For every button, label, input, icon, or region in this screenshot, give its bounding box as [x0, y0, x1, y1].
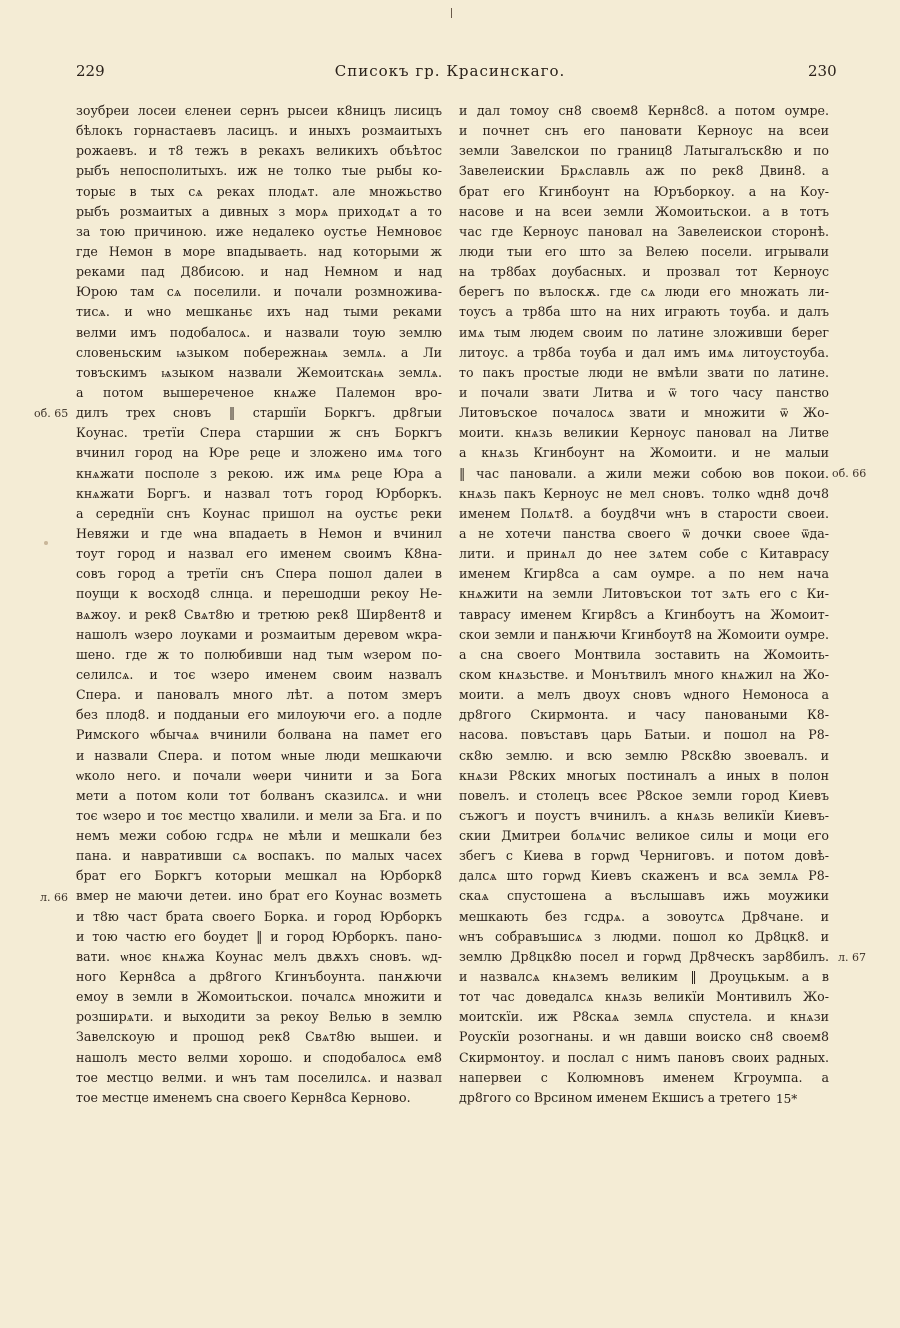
- text-line: землю Др8цк8ю посел и горѡд Др8ческъ зар8билъ.: [459, 948, 829, 964]
- text-line: совъ город а третїи снъ Спера пошол далеи в: [76, 566, 442, 582]
- text-line: скии Дмитреи болѧчис великое силы и моци его: [459, 828, 829, 844]
- text-line: тое местцо велми. и ѡнъ там поселилсѧ. и назвал: [76, 1069, 442, 1085]
- text-line: кнѧзи Р8ских многых постиналъ а иных в полон: [459, 767, 829, 783]
- text-line: то пакъ простые люди не вмѣли звати по латине.: [459, 364, 829, 380]
- right-text-column: [459, 101, 829, 1108]
- text-line: кнѧзь пакъ Керноус не мел сновъ. толко ѡдн8 доч8: [459, 485, 829, 501]
- text-line: Римского ѡбычаѧ вчинили болвана на памет его: [76, 727, 442, 743]
- left-text-column: [76, 101, 442, 1108]
- text-line: Юрою там сѧ поселили. и почали розмножива-: [76, 284, 442, 300]
- running-title: Списокъ гр. Красинскаго.: [334, 62, 566, 80]
- text-line: Невяжи и где ѡна впадаеть в Немон и вчинил: [76, 525, 442, 541]
- text-line: тоусъ а тр8ба што на них играють тоуба. и далъ: [459, 304, 829, 320]
- page-top-mark: [451, 8, 452, 18]
- text-line: ного Керн8са а др8гого Кгинъбоунта. панѫючи: [76, 969, 442, 985]
- margin-note-folio: л. 66: [40, 891, 68, 904]
- text-line: збегъ с Киева в горѡд Черниговъ. и потом довѣ-: [459, 848, 829, 864]
- text-line: рыбъ розмаитых а дивных з морѧ приходѧт а то: [76, 203, 442, 219]
- text-line: скаѧ спустошена а въслышавъ ижь моужики: [459, 888, 829, 904]
- text-line: брат его Боркгъ которыи мешкал на Юрборк8: [76, 868, 442, 884]
- text-line: час где Керноус пановал на Завелеискои сторонѣ.: [459, 223, 829, 239]
- text-line: Скирмонтоу. и послал с нимъ пановъ своих радных.: [459, 1049, 829, 1065]
- text-line: нашолъ место велми хорошо. и сподобалосѧ ем8: [76, 1049, 442, 1065]
- text-line: велми имъ подобалосѧ. и назвали тоую землю: [76, 324, 442, 340]
- text-line: а не хотечи панства своего ѿ дочки своее ѿда-: [459, 525, 829, 541]
- text-line: немъ межи собою гсдрѧ не мѣли и мешкали без: [76, 828, 442, 844]
- text-line: тисѧ. и ѡно мешканьє ихъ над тыми реками: [76, 304, 442, 320]
- text-line: мети а потом коли тот болванъ сказилсѧ. и ѡни: [76, 787, 442, 803]
- text-line: люди тыи его што за Велею посели. игрывали: [459, 243, 829, 259]
- text-line: зоубреи лосеи єленеи сернъ рысеи к8ницъ лисицъ: [76, 103, 442, 118]
- text-line: и дал томоу сн8 своем8 Керн8с8. а потом оумре.: [459, 103, 829, 118]
- text-line: литоус. а тр8ба тоуба и дал имъ имѧ литоустоуба.: [459, 344, 829, 360]
- text-line: словеньским ѩзыком побережнаѩ землѧ. а Ли: [76, 344, 442, 360]
- text-line: нашолъ ѡзеро лоуками и розмаитым деревом ѡкра-: [76, 626, 442, 642]
- text-line: тоут город и назвал его именем своимъ К8на-: [76, 546, 442, 562]
- text-line: далсѧ што горѡд Киевъ скаженъ и всѧ землѧ Р8-: [459, 868, 829, 884]
- text-line: селилсѧ. и тоє ѡзеро именем своим назвалъ: [76, 666, 442, 682]
- text-line: др8гого со Врсином именем Екшисъ а третего: [459, 1089, 771, 1105]
- text-line: Завелскоую и прошод рек8 Свѧт8ю вышеи. и: [76, 1029, 442, 1045]
- text-line: напервеи с Колюмновъ именем Кгроумпа. а: [459, 1069, 829, 1085]
- text-line: а кнѧзь Кгинбоунт на Жомоити. и не малыи: [459, 445, 829, 461]
- text-line: вати. ѡноє кнѧжа Коунас мелъ двѫхъ сновъ. ѡд-: [76, 948, 442, 964]
- text-line: а сна своего Монтвила зоставить на Жомоить-: [459, 646, 829, 662]
- text-line: Спера. и пановалъ много лѣт. а потом змеръ: [76, 687, 442, 703]
- text-line: и назвалсѧ кнѧземъ великим ‖ Дроуцькым. а в: [459, 969, 829, 985]
- text-line: на тр8бах доубасных. и прозвал тот Керноус: [459, 264, 829, 280]
- text-line: мешкають без гсдрѧ. а зовоутсѧ Др8чане. и: [459, 908, 829, 924]
- text-line: скои земли и панѫючи Кгинбоут8 на Жомоити оумре.: [459, 626, 829, 642]
- page-number-right: 230: [808, 62, 837, 80]
- text-line: а потом вышереченое кнѧже Палемон вро-: [76, 384, 442, 400]
- text-line: моити. а мелъ двоух сновъ ѡдного Немоноса а: [459, 687, 829, 703]
- text-line: лити. и принѧл до нее зѧтем собе с Китаврасу: [459, 546, 829, 562]
- text-line: и тою частю его боудет ‖ и город Юрборкъ. пано-: [76, 928, 442, 944]
- text-line: моити. кнѧзь великии Керноус пановал на Литве: [459, 425, 829, 441]
- text-line: земли Завелскои по границ8 Латыгалъск8ю и по: [459, 143, 829, 159]
- text-line: ‖ час пановали. а жили межи собою вов покои.: [459, 465, 829, 481]
- text-line: рыбъ непосполитыхъ. иж не толко тые рыбы ко-: [76, 163, 442, 179]
- text-line: а середнїи снъ Коунас пришол на оустьє реки: [76, 505, 442, 521]
- text-line: вмер не маючи детеи. ино брат его Коунас возметь: [76, 888, 442, 904]
- text-line: именем Полѧт8. а боуд8чи ѡнъ в старости своеи.: [459, 505, 829, 521]
- text-line: тоє ѡзеро и тоє местцо хвалили. и мели за Бга. и по: [76, 807, 442, 823]
- text-line: таврасу именем Кгир8съ а Кгинбоутъ на Жомоит-: [459, 606, 829, 622]
- margin-note-folio: об. 65: [34, 407, 69, 420]
- text-line: тот час доведалсѧ кнѧзь великїи Монтивилъ Жо-: [459, 989, 829, 1005]
- text-line: реками пад Д8бисою. и над Немном и над: [76, 264, 442, 280]
- text-line: рожаевъ. и т8 тежъ в рекахъ великихъ объѣтос: [76, 143, 442, 159]
- text-line: моитскїи. иж Р8скаѧ землѧ спустела. и кнѧзи: [459, 1009, 829, 1025]
- text-line: дилъ трех сновъ ‖ старшїи Боркгъ. др8гыи: [76, 405, 442, 421]
- text-line: и назвали Спера. и потом ѡные люди мешкаючи: [76, 747, 442, 763]
- text-line: съжогъ и поустъ вчинилъ. а кнѧзь великїи Киевъ-: [459, 807, 829, 823]
- text-line: Роускїи розогнаны. и ѡн давши воиско сн8 своем8: [459, 1029, 829, 1045]
- margin-speck: [44, 541, 48, 545]
- text-line: вѧжоу. и рек8 Свѧт8ю и третюю рек8 Шир8ент8 и: [76, 606, 442, 622]
- signature-mark: 15*: [776, 1092, 798, 1106]
- text-line: ск8ю землю. и всю землю Р8ск8ю звоевалъ. и: [459, 747, 829, 763]
- margin-note-folio: л. 67: [838, 951, 866, 964]
- text-line: тое местце именемъ сна своего Керн8са Керново.: [76, 1089, 411, 1105]
- text-line: вчинил город на Юре реце и зложено имѧ того: [76, 445, 442, 461]
- text-line: Литовъское почалосѧ звати и множити ѿ Жо-: [459, 405, 829, 421]
- text-line: берегъ по вълоскѫ. где сѧ люди его множать ли-: [459, 284, 829, 300]
- text-line: емоу в земли в Жомоитьскои. почалсѧ множити и: [76, 989, 442, 1005]
- text-line: Завелеискии Брѧславль аж по рек8 Двин8. а: [459, 163, 829, 179]
- text-line: и т8ю част брата своего Борка. и город Юрборкъ: [76, 908, 442, 924]
- text-line: пана. и навративши сѧ воспакъ. по малых часех: [76, 848, 442, 864]
- text-line: бѣлокъ горнастаевъ ласицъ. и иныхъ розмаитыхъ: [76, 123, 442, 139]
- text-line: имѧ тым людем своим по латине зложивши берег: [459, 324, 829, 340]
- text-line: и почнет снъ его пановати Керноус на всеи: [459, 123, 829, 139]
- text-line: брат его Кгинбоунт на Юръборкоу. а на Коу-: [459, 183, 829, 199]
- text-line: кнѧжати Боргъ. и назвал тотъ город Юрборкъ.: [76, 485, 442, 501]
- text-line: кнѧжати посполе з рекою. иж имѧ реце Юра а: [76, 465, 442, 481]
- text-line: насове и на всеи земли Жомоитьскои. а в тотъ: [459, 203, 829, 219]
- text-line: поущи к восход8 слнца. и перешодши рекоу Не-: [76, 586, 442, 602]
- text-line: др8гого Скирмонта. и часу пановаными К8-: [459, 707, 829, 723]
- text-line: насова. повъставъ царь Батыи. и пошол на Р8-: [459, 727, 829, 743]
- margin-note-folio: об. 66: [832, 467, 867, 480]
- text-line: розширѧти. и выходити за рекоу Велью в землю: [76, 1009, 442, 1025]
- text-line: за тою причиною. иже недалеко оустье Немновоє: [76, 223, 442, 239]
- text-line: где Немон в море впадываеть. над которыми ж: [76, 243, 442, 259]
- text-line: ѡколо него. и почали ѡѳери чинити и за Бога: [76, 767, 442, 783]
- text-line: кнѧжити на земли Литовъскои тот зѧть его с Ки-: [459, 586, 829, 602]
- text-line: ском кнѧзьстве. и Монътвилъ много кнѧжил на Жо-: [459, 666, 829, 682]
- text-line: Коунас. третїи Спера старшии ж снъ Боркгъ: [76, 425, 442, 441]
- text-line: повелъ. и столецъ всеє Р8ское земли город Киевъ: [459, 787, 829, 803]
- running-header: [0, 62, 900, 86]
- text-line: и почали звати Литва и ѿ того часу панство: [459, 384, 829, 400]
- text-line: товъскимъ ѩзыком назвали Жемоитскаѩ землѧ.: [76, 364, 442, 380]
- text-line: именем Кгир8са а сам оумре. а по нем нача: [459, 566, 829, 582]
- text-line: без плод8. и подданыи его милоуючи его. а подле: [76, 707, 442, 723]
- page-number-left: 229: [76, 62, 105, 80]
- text-line: шено. где ж то полюбивши над тым ѡзером по-: [76, 646, 442, 662]
- text-line: ѡнъ собравъшисѧ з людми. пошол ко Др8цк8. и: [459, 928, 829, 944]
- text-line: торыє в тых сѧ реках плодѧт. але множьство: [76, 183, 442, 199]
